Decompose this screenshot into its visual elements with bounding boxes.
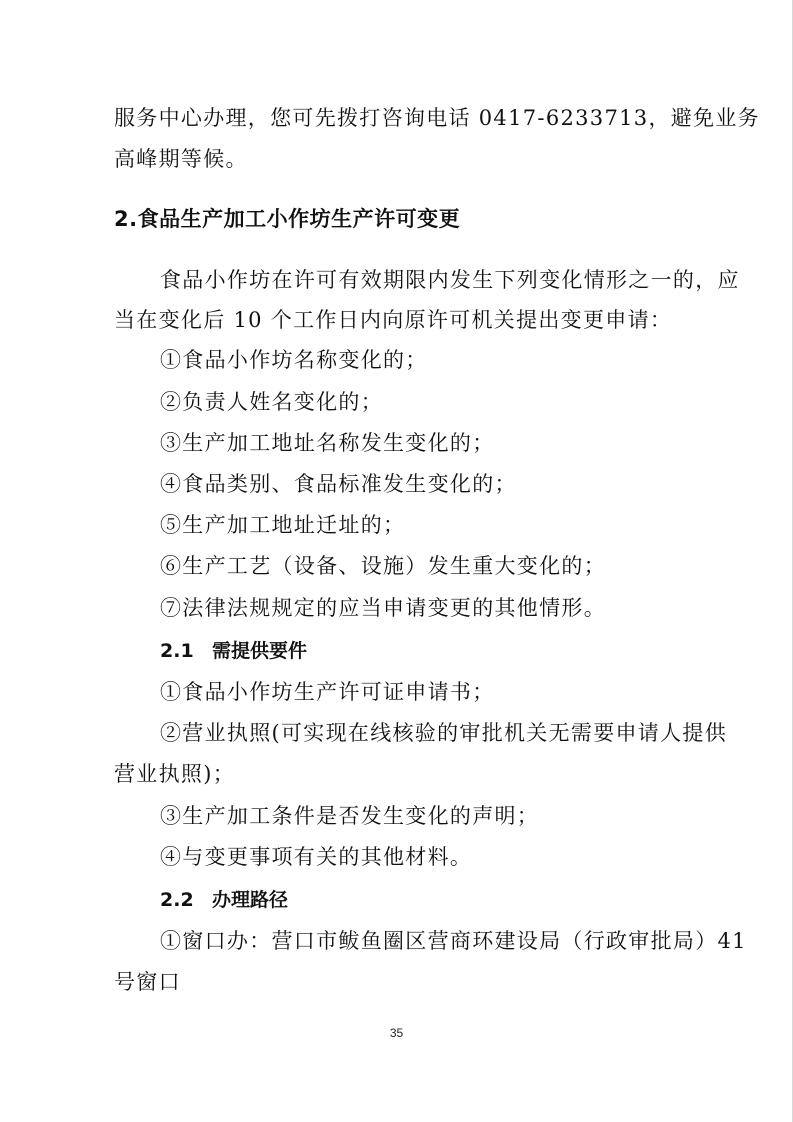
body-text-line: 食品小作坊在许可有效期限内发生下列变化情形之一的，应 [160, 268, 740, 292]
subsection-heading [160, 637, 307, 665]
subsection-number: 2.2 [160, 889, 194, 911]
body-text-line: 高峰期等候。 [114, 147, 248, 171]
page-number: 35 [389, 1026, 404, 1040]
list-item-continuation: 号窗口 [114, 970, 181, 994]
list-item: ②营业执照(可实现在线核验的审批机关无需要申请人提供 [160, 721, 727, 745]
body-text-line: 服务中心办理，您可先拨打咨询电话 0417-6233713，避免业务 [114, 106, 760, 130]
subsection-title: 办理路径 [212, 889, 289, 911]
list-item: ④食品类别、食品标准发生变化的； [160, 472, 517, 496]
list-item: ③生产加工条件是否发生变化的声明； [160, 804, 540, 828]
list-item: ⑤生产加工地址迁址的； [160, 513, 406, 537]
subsection-number: 2.1 [160, 640, 194, 662]
subsection-heading [160, 886, 288, 914]
list-item: ⑥生产工艺（设备、设施）发生重大变化的； [160, 554, 606, 578]
body-text-line: 当在变化后 10 个工作日内向原许可机关提出变更申请： [114, 308, 673, 332]
section-heading: 2.食品生产加工小作坊生产许可变更 [114, 207, 461, 231]
list-item: ③生产加工地址名称发生变化的； [160, 431, 495, 455]
list-item: ①食品小作坊生产许可证申请书； [160, 680, 495, 704]
list-item: ④与变更事项有关的其他材料。 [160, 845, 473, 869]
subsection-title: 需提供要件 [212, 640, 308, 662]
list-item: ①食品小作坊名称变化的； [160, 348, 428, 372]
list-item-continuation: 营业执照)； [114, 762, 235, 786]
list-item: ②负责人姓名变化的； [160, 390, 383, 414]
list-item: ①窗口办：营口市鲅鱼圈区营商环建设局（行政审批局）41 [160, 929, 747, 953]
list-item: ⑦法律法规规定的应当申请变更的其他情形。 [160, 596, 606, 620]
